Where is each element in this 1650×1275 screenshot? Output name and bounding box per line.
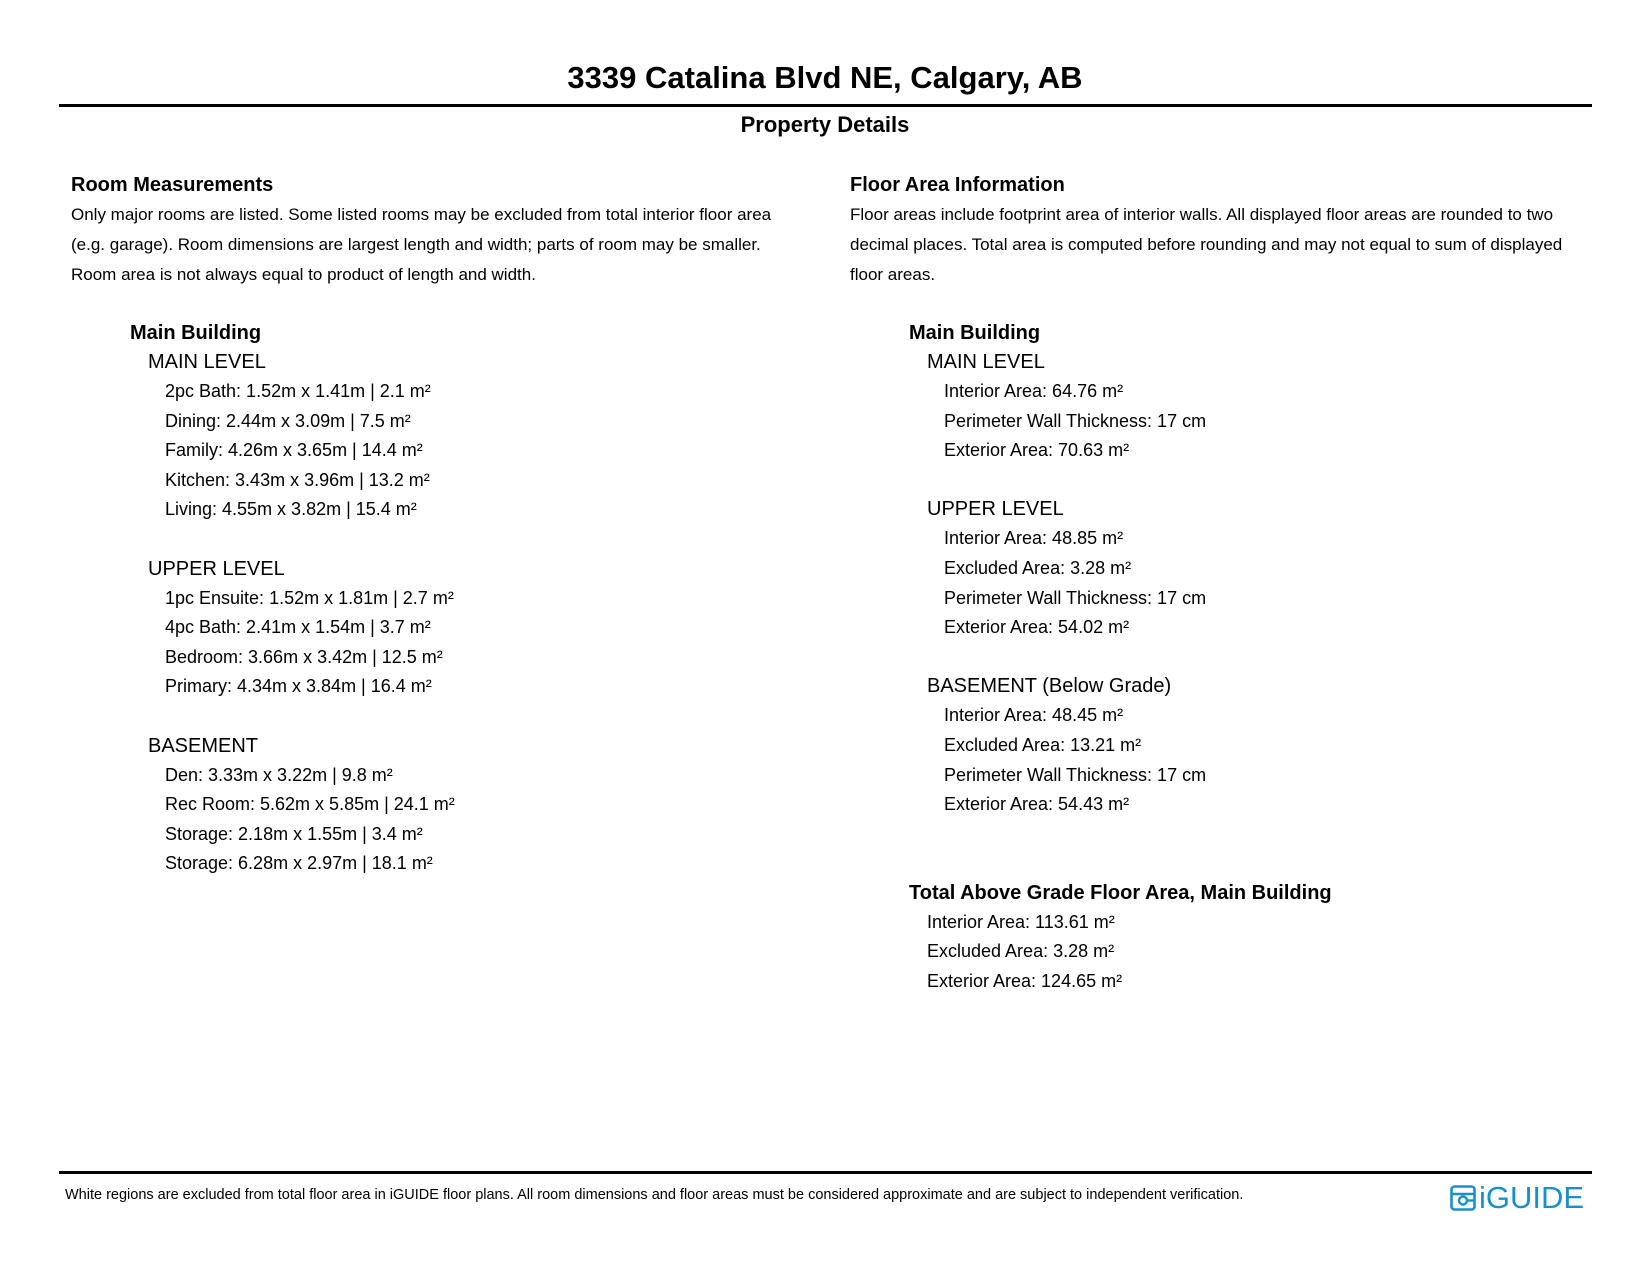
- room-row: 4pc Bath: 2.41m x 1.54m | 3.7 m²: [165, 617, 431, 638]
- room-row: Living: 4.55m x 3.82m | 15.4 m²: [165, 499, 417, 520]
- description-line: Room area is not always equal to product of length and width.: [71, 265, 536, 284]
- level-title: MAIN LEVEL: [927, 351, 1045, 373]
- description-line: floor areas.: [850, 265, 936, 284]
- description-line: decimal places. Total area is computed before rounding and may not equal to sum of displayed: [850, 235, 1563, 254]
- level-title: BASEMENT: [148, 734, 259, 757]
- level-upper: [148, 555, 811, 732]
- level-upper: [927, 495, 1610, 672]
- area-row: Interior Area: 48.85 m²: [944, 528, 1124, 549]
- room-measurements-section: [71, 170, 811, 879]
- header-divider: [59, 104, 1592, 107]
- page-title: 3339 Catalina Blvd NE, Calgary, AB: [567, 60, 1083, 95]
- spacer: [148, 525, 811, 555]
- total-heading: Total Above Grade Floor Area, Main Building: [909, 881, 1332, 904]
- level-title: UPPER LEVEL: [927, 498, 1064, 521]
- logo-text: iGUIDE: [1479, 1180, 1585, 1215]
- room-row: Rec Room: 5.62m x 5.85m | 24.1 m²: [165, 794, 455, 815]
- building-title: Main Building: [909, 322, 1041, 344]
- room-row: Primary: 4.34m x 3.84m | 16.4 m²: [165, 676, 432, 697]
- iguide-logo: [1450, 1182, 1584, 1214]
- level-main: [148, 348, 811, 555]
- room-row: Dining: 2.44m x 3.09m | 7.5 m²: [165, 410, 411, 431]
- floor-area-section: [850, 170, 1610, 997]
- building-group: [130, 318, 811, 879]
- section-heading: Floor Area Information: [850, 174, 1065, 196]
- camera-frame-icon: [1450, 1185, 1476, 1211]
- footer-divider: [59, 1171, 1592, 1174]
- area-row: Exterior Area: 54.43 m²: [944, 794, 1130, 815]
- building-title: Main Building: [130, 322, 262, 344]
- section-heading: Room Measurements: [71, 174, 274, 196]
- area-row: Perimeter Wall Thickness: 17 cm: [944, 410, 1207, 431]
- spacer: [927, 466, 1610, 496]
- level-basement: [148, 732, 811, 879]
- room-row: 1pc Ensuite: 1.52m x 1.81m | 2.7 m²: [165, 587, 454, 608]
- page-subtitle: Property Details: [740, 112, 910, 137]
- description-line: Only major rooms are listed. Some listed rooms may be excluded from total interior floor area: [71, 205, 772, 224]
- room-row: Storage: 2.18m x 1.55m | 3.4 m²: [165, 823, 423, 844]
- description-line: Floor areas include footprint area of interior walls. All displayed floor areas are rounded to two: [850, 205, 1554, 224]
- area-row: Interior Area: 48.45 m²: [944, 705, 1124, 726]
- total-row: Excluded Area: 3.28 m²: [927, 941, 1115, 962]
- area-row: Excluded Area: 3.28 m²: [944, 557, 1132, 578]
- area-row: Perimeter Wall Thickness: 17 cm: [944, 764, 1207, 785]
- room-row: 2pc Bath: 1.52m x 1.41m | 2.1 m²: [165, 381, 431, 401]
- section-description: [850, 200, 1610, 290]
- level-main: [927, 348, 1610, 495]
- room-row: Storage: 6.28m x 2.97m | 18.1 m²: [165, 853, 433, 874]
- area-row: Exterior Area: 70.63 m²: [944, 440, 1130, 461]
- spacer: [927, 643, 1610, 673]
- level-title: UPPER LEVEL: [148, 557, 285, 580]
- area-row: Interior Area: 64.76 m²: [944, 381, 1124, 401]
- total-above-grade: [909, 878, 1610, 997]
- level-title: BASEMENT (Below Grade): [927, 675, 1172, 698]
- room-row: Family: 4.26m x 3.65m | 14.4 m²: [165, 440, 423, 461]
- room-row: Den: 3.33m x 3.22m | 9.8 m²: [165, 764, 393, 785]
- spacer: [148, 702, 811, 732]
- area-row: Exterior Area: 54.02 m²: [944, 617, 1130, 638]
- section-description: [71, 200, 811, 290]
- room-row: Kitchen: 3.43m x 3.96m | 13.2 m²: [165, 469, 430, 490]
- area-row: Perimeter Wall Thickness: 17 cm: [944, 587, 1207, 608]
- level-title: MAIN LEVEL: [148, 351, 266, 373]
- total-row: Exterior Area: 124.65 m²: [927, 970, 1123, 991]
- area-row: Excluded Area: 13.21 m²: [944, 734, 1142, 755]
- building-group: [909, 318, 1610, 997]
- level-basement: [927, 672, 1610, 819]
- room-row: Bedroom: 3.66m x 3.42m | 12.5 m²: [165, 646, 443, 667]
- total-row: Interior Area: 113.61 m²: [927, 911, 1115, 932]
- footer-disclaimer: White regions are excluded from total floor area in iGUIDE floor plans. All room dimensions and floor areas must be considered approximate and are subject to independent verification.: [65, 1187, 1244, 1203]
- description-line: (e.g. garage). Room dimensions are largest length and width; parts of room may be smaller.: [71, 235, 761, 254]
